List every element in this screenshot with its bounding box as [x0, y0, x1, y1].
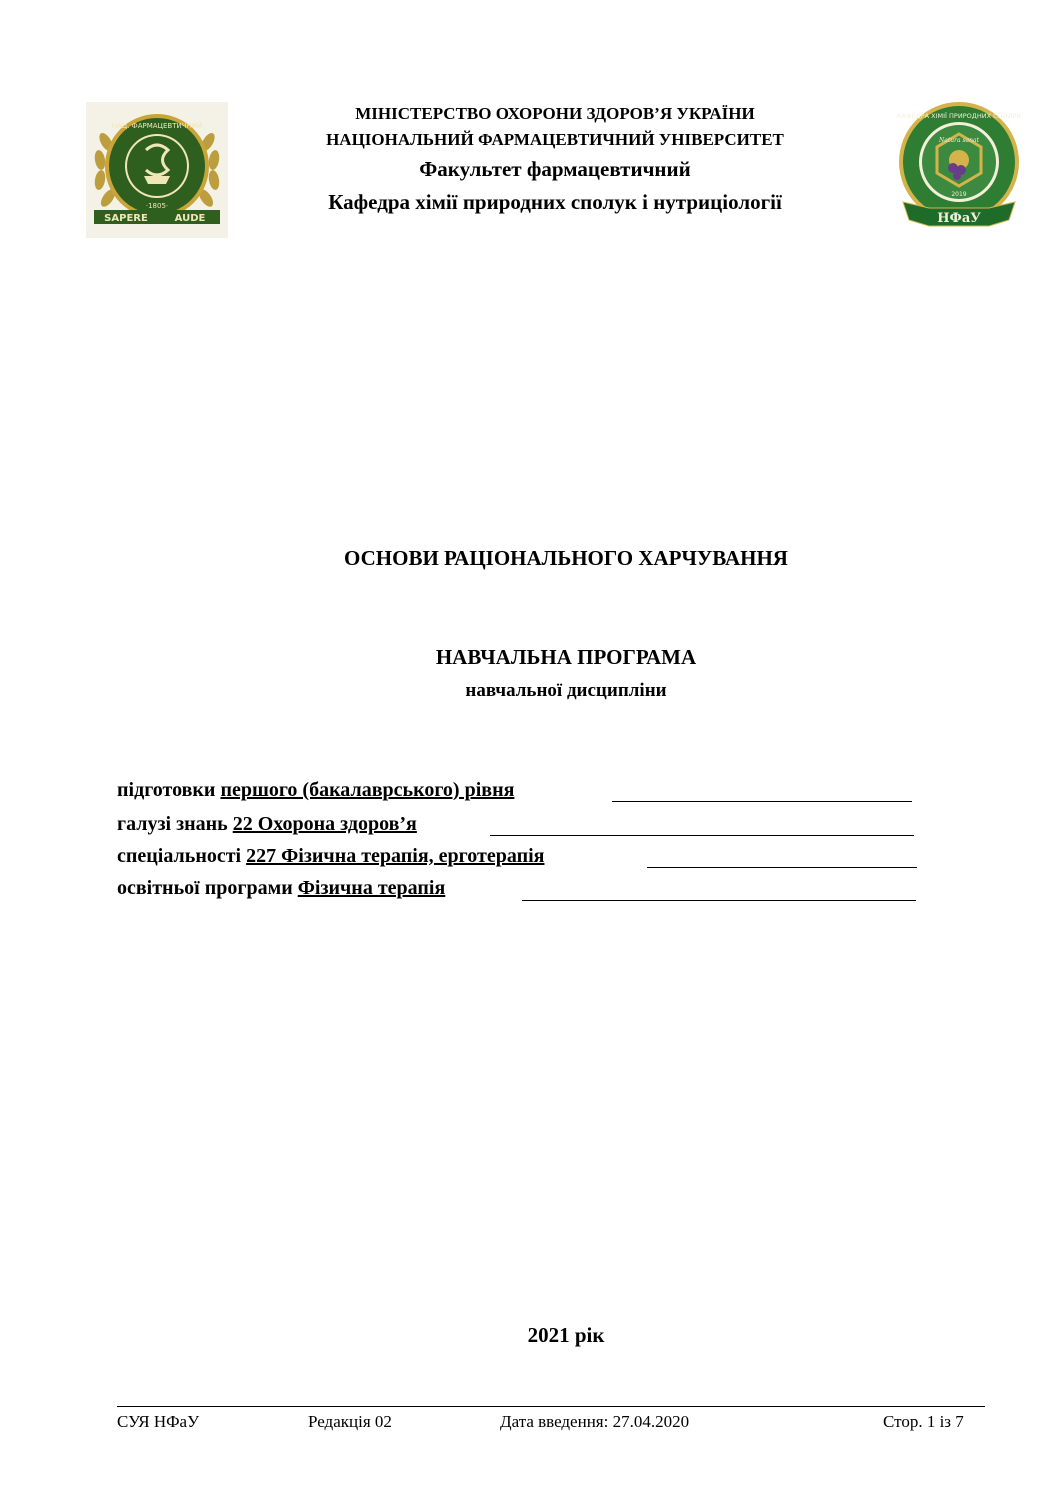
program-subheading: навчальної дисципліни: [465, 680, 667, 701]
footer-system: СУЯ НФаУ: [117, 1412, 200, 1431]
university-name: НАЦІОНАЛЬНИЙ ФАРМАЦЕВТИЧНИЙ УНІВЕРСИТЕТ: [326, 130, 784, 149]
field-educational-program: [117, 877, 445, 900]
field-level: [117, 779, 514, 802]
program-heading: НАВЧАЛЬНА ПРОГРАМА: [435, 645, 697, 669]
footer-date: Дата введення: 27.04.2020: [500, 1412, 690, 1431]
svg-text:SAPERE: SAPERE: [104, 213, 148, 224]
document-year: 2021 рік: [527, 1323, 605, 1347]
field-value: 227 Фізична терапія, ерготерапія: [246, 845, 545, 867]
underline-filler: [647, 867, 917, 868]
field-label: підготовки: [117, 779, 216, 801]
faculty-name: Факультет фармацевтичний: [419, 157, 691, 181]
footer-page-number: Стор. 1 із 7: [883, 1412, 964, 1431]
field-value: 22 Охорона здоров’я: [232, 813, 417, 835]
department-logo: [889, 98, 1029, 234]
field-label: освітньої програми: [117, 877, 293, 899]
field-label: галузі знань: [117, 813, 228, 835]
field-value: першого (бакалаврського) рівня: [220, 779, 515, 801]
field-value: Фізична терапія: [297, 877, 446, 899]
svg-text:2019: 2019: [951, 191, 967, 198]
underline-filler: [522, 900, 916, 901]
footer-divider: [117, 1406, 985, 1407]
svg-text:Natura sanat: Natura sanat: [939, 137, 979, 144]
department-name: Кафедра хімії природних сполук і нутриціології: [328, 190, 782, 214]
svg-text:AUDE: AUDE: [174, 213, 206, 224]
discipline-title: ОСНОВИ РАЦІОНАЛЬНОГО ХАРЧУВАННЯ: [344, 546, 788, 570]
department-emblem-icon: [889, 98, 1029, 234]
svg-text:НФаУ: НФаУ: [937, 211, 981, 226]
svg-text:·1805·: ·1805·: [145, 202, 169, 210]
footer-edition: Редакція 02: [308, 1412, 392, 1431]
underline-filler: [612, 801, 912, 802]
field-specialty: [117, 845, 544, 868]
field-knowledge-area: [117, 813, 417, 836]
field-label: спеціальності: [117, 845, 242, 867]
ministry-name: МІНІСТЕРСТВО ОХОРОНИ ЗДОРОВ’Я УКРАЇНИ: [355, 104, 755, 123]
svg-text:НАЦ. ФАРМАЦЕВТИЧНИЙ: НАЦ. ФАРМАЦЕВТИЧНИЙ: [111, 122, 203, 130]
svg-text:КАФЕДРА ХІМІЇ ПРИРОДНИХ СПОЛУК: КАФЕДРА ХІМІЇ ПРИРОДНИХ СПОЛУК: [896, 112, 1022, 120]
underline-filler: [490, 835, 914, 836]
